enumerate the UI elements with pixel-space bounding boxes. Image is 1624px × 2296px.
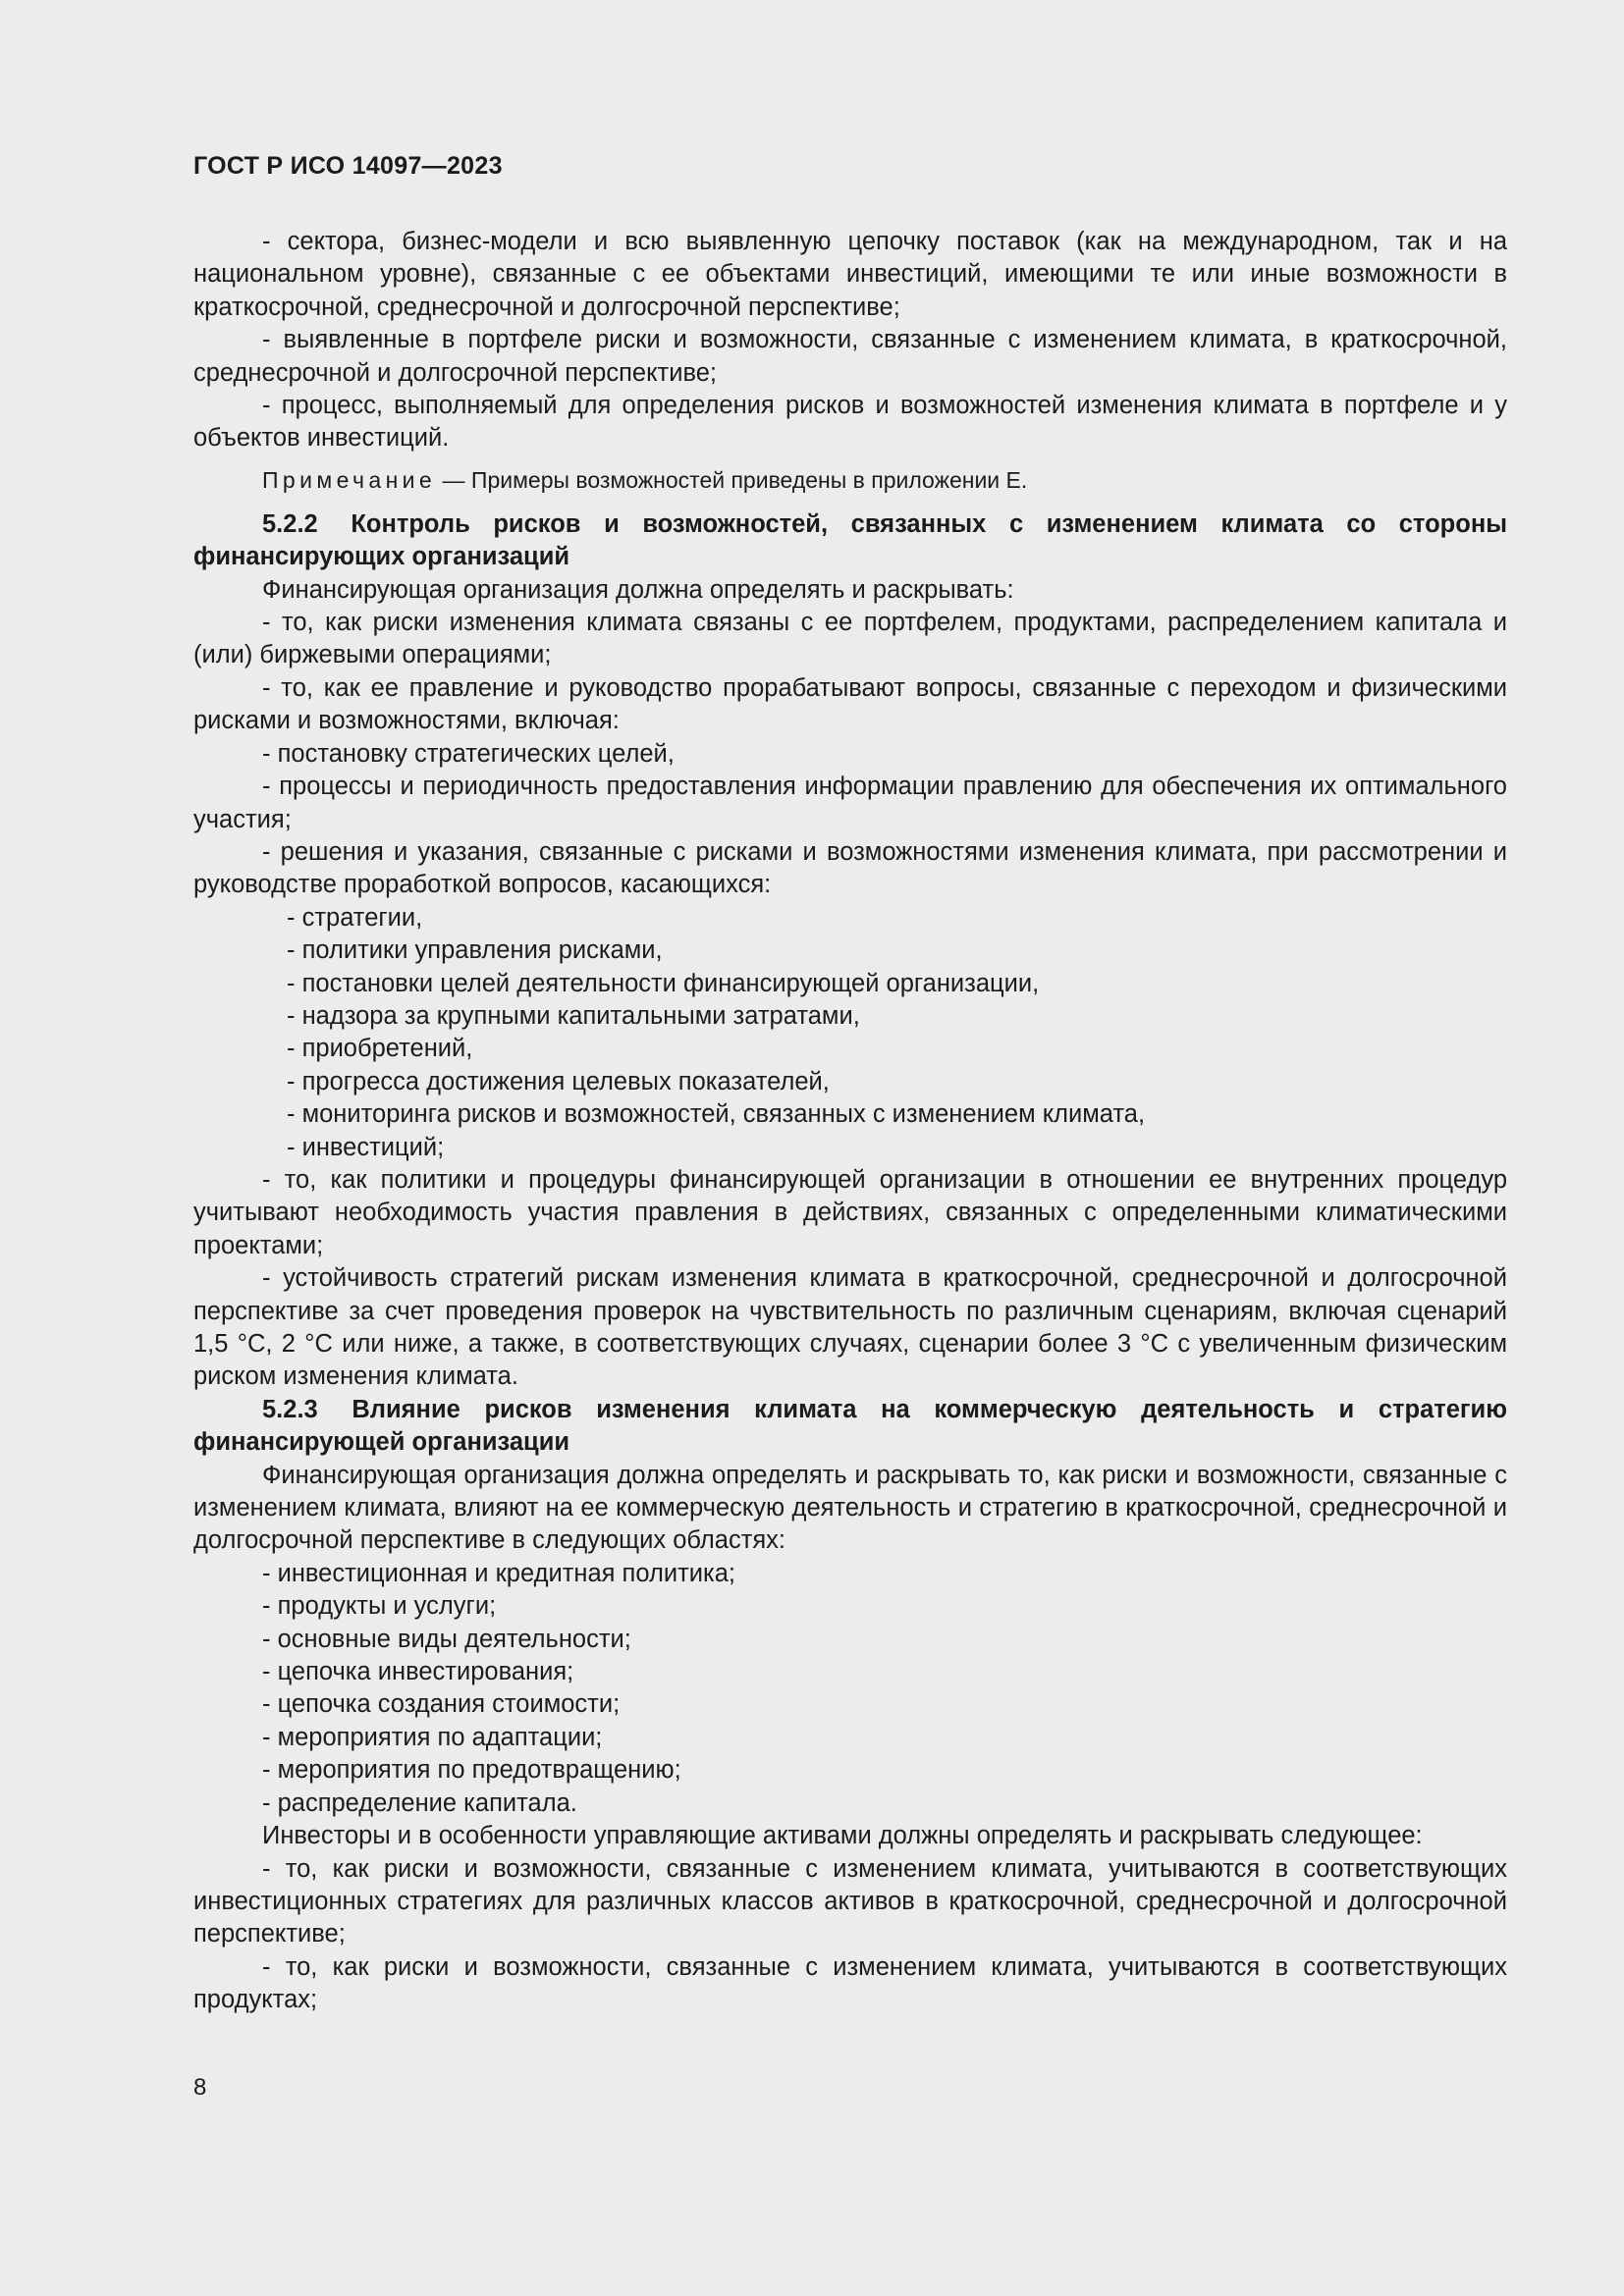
sub-list-item: - постановки целей деятельности финансирующей организации, [287, 969, 1040, 997]
document-header: ГОСТ Р ИСО 14097—2023 [193, 152, 503, 180]
note-label: Примечание [262, 466, 437, 493]
note [193, 465, 1507, 495]
paragraph: - процессы и периодичность предоставления информации правлению для обеспечения их оптимального участия; [193, 773, 1507, 833]
list-item: - постановку стратегических целей, [262, 739, 675, 768]
list-item: - мероприятия по предотвращению; [262, 1756, 681, 1785]
sub-list-item: - политики управления рисками, [287, 936, 663, 965]
paragraph: - то, как риски изменения климата связаны с ее портфелем, продуктами, распределением капитала и (или) биржевыми операциями; [193, 609, 1507, 669]
list-item: - распределение капитала. [262, 1789, 577, 1817]
paragraph: Инвесторы и в особенности управляющие активами должны определять и раскрывать следующее: [262, 1822, 1423, 1850]
list-item: - основные виды деятельности; [262, 1625, 631, 1653]
paragraph: - то, как риски и возможности, связанные с изменением климата, учитываются в соответствующих продуктах; [193, 1952, 1507, 2014]
section-heading-5-2-3 [193, 1394, 1507, 1460]
paragraph: - то, как риски и возможности, связанные с изменением климата, учитываются в соответствующих инвестиционных стратегиях для различных классов активов в краткосрочной, среднесрочной и долгосрочной перспективе; [193, 1854, 1507, 1949]
sub-list-item: - мониторинга рисков и возможностей, связанных с изменением климата, [287, 1100, 1146, 1129]
paragraph: - устойчивость стратегий рискам изменения климата в краткосрочной, среднесрочной и долгосрочной перспективе за счет проведения проверок на чувствительность по различным сценариям, включая сценарий 1,5 °С, 2 °С или ниже, а также, в соответствующих случаях, сценарии более 3 °С с увеличенным физическим риском изменения климата. [193, 1264, 1507, 1391]
paragraph: - решения и указания, связанные с рисками и возможностями изменения климата, при рассмотрении и руководстве проработкой вопросов, касающихся: [193, 837, 1507, 899]
paragraph: Финансирующая организация должна определять и раскрывать: [262, 575, 1014, 604]
sub-list-item: - прогресса достижения целевых показателей, [287, 1067, 830, 1095]
paragraph: - выявленные в портфеле риски и возможности, связанные с изменением климата, в краткосрочной, среднесрочной и долгосрочной перспективе; [193, 326, 1507, 387]
sub-list-item: - надзора за крупными капитальными затратами, [287, 1001, 860, 1030]
paragraph: - процесс, выполняемый для определения рисков и возможностей изменения климата в портфеле и у объектов инвестиций. [193, 392, 1507, 453]
paragraph: - то, как ее правление и руководство прорабатывают вопросы, связанные с переходом и физическими рисками и возможностями, включая: [193, 673, 1507, 735]
list-item: - цепочка инвестирования; [262, 1658, 574, 1686]
note-text: — Примеры возможностей приведены в приложении Е. [442, 466, 1028, 493]
section-number: 5.2.3 [262, 1395, 318, 1423]
sub-list-item: - инвестиций; [287, 1133, 445, 1161]
document-body [193, 226, 1507, 2017]
paragraph: Финансирующая организация должна определять и раскрывать то, как риски и возможности, связанные с изменением климата, влияют на ее коммерческую деятельность и стратегию в краткосрочной, среднесрочной и долгосрочной перспективе в следующих областях: [193, 1461, 1507, 1555]
section-number: 5.2.2 [262, 509, 318, 538]
list-item: - цепочка создания стоимости; [262, 1690, 621, 1719]
list-item: - инвестиционная и кредитная политика; [262, 1559, 735, 1587]
page-number: 8 [193, 2074, 207, 2101]
paragraph: - сектора, бизнес-модели и всю выявленную цепочку поставок (как на международном, так и на национальном уровне), связанные с ее объектами инвестиций, имеющими те или иные возможности в краткосрочной, среднесрочной и долгосрочной перспективе; [193, 228, 1507, 321]
section-heading-5-2-2 [193, 508, 1507, 574]
list-item: - продукты и услуги; [262, 1592, 497, 1621]
sub-list-item: - приобретений, [287, 1035, 473, 1063]
section-title: Контроль рисков и возможностей, связанных с изменением климата со стороны финансирующих организаций [193, 509, 1507, 571]
section-title: Влияние рисков изменения климата на коммерческую деятельность и стратегию финансирующей организации [193, 1395, 1507, 1457]
paragraph: - то, как политики и процедуры финансирующей организации в отношении ее внутренних процедур учитывают необходимость участия правления в действиях, связанных с определенными климатическими проектами; [193, 1165, 1507, 1259]
list-item: - мероприятия по адаптации; [262, 1723, 603, 1751]
sub-list-item: - стратегии, [287, 903, 423, 932]
